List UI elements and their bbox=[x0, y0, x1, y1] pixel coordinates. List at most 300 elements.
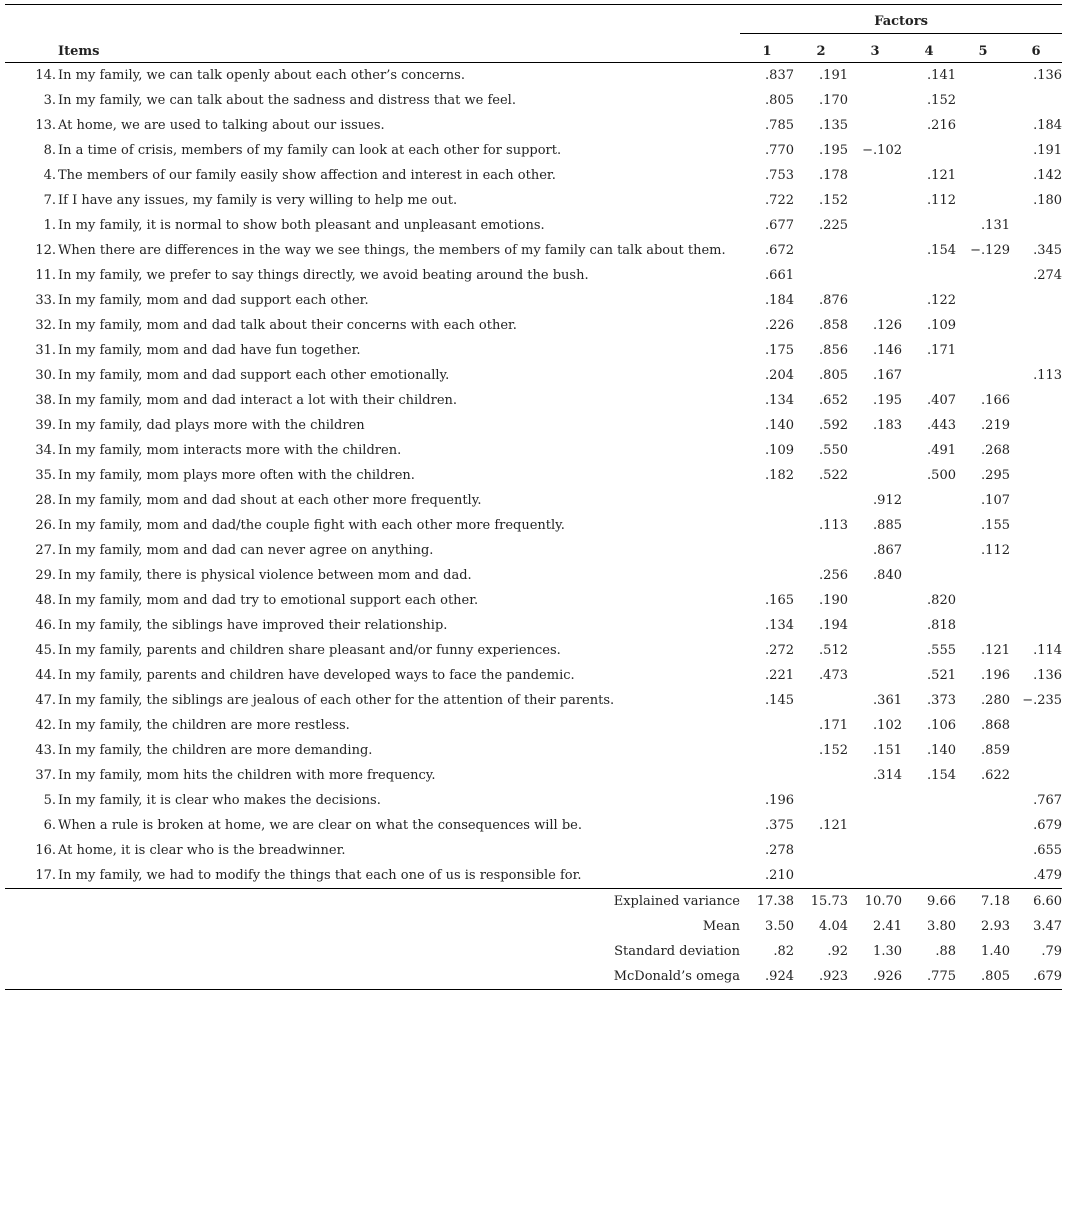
item-number: 11. bbox=[35, 268, 56, 283]
loading-factor-6 bbox=[1010, 538, 1062, 563]
loading-factor-2: .195 bbox=[819, 143, 848, 158]
loading-factor-1: .196 bbox=[765, 793, 794, 808]
loading-factor-6: .142 bbox=[1033, 168, 1063, 183]
loading-factor-3: .314 bbox=[873, 768, 902, 783]
loading-factor-3 bbox=[848, 863, 902, 889]
item-number: 3. bbox=[43, 93, 56, 108]
factor-header-4: 4 bbox=[902, 33, 956, 63]
loading-factor-2: .592 bbox=[819, 418, 848, 433]
summary-label: Mean bbox=[702, 919, 740, 934]
table-row bbox=[5, 738, 1062, 763]
loading-factor-6: .274 bbox=[1033, 268, 1063, 283]
loading-factor-6: .191 bbox=[1033, 143, 1063, 158]
loading-factor-1 bbox=[740, 763, 794, 788]
loading-factor-3: .167 bbox=[873, 368, 902, 383]
loading-factor-6 bbox=[1010, 463, 1062, 488]
loading-factor-2 bbox=[794, 488, 848, 513]
loading-factor-3 bbox=[848, 263, 902, 288]
loading-factor-5 bbox=[956, 563, 1010, 588]
table-row bbox=[5, 538, 1062, 563]
loading-factor-4 bbox=[902, 513, 956, 538]
item-number: 6. bbox=[43, 818, 56, 833]
item-number: 27. bbox=[35, 543, 56, 558]
loading-factor-1: .722 bbox=[765, 193, 794, 208]
loading-factor-6: .184 bbox=[1033, 118, 1063, 133]
loading-factor-5 bbox=[956, 188, 1010, 213]
item-text: In my family, the siblings have improved their relationship. bbox=[58, 618, 448, 633]
summary-value-factor-1: .82 bbox=[773, 944, 794, 959]
item-text: In my family, mom hits the children with more frequency. bbox=[58, 768, 436, 783]
loading-factor-4 bbox=[902, 488, 956, 513]
loading-factor-3: .183 bbox=[873, 418, 902, 433]
loading-factor-3: .885 bbox=[873, 518, 902, 533]
item-text: In my family, mom plays more often with the children. bbox=[58, 468, 415, 483]
item-number: 44. bbox=[35, 668, 56, 683]
loading-factor-4: .154 bbox=[927, 243, 956, 258]
loading-factor-2 bbox=[794, 763, 848, 788]
loading-factor-6 bbox=[1010, 713, 1062, 738]
loading-factor-1 bbox=[740, 513, 794, 538]
table-row bbox=[5, 138, 1062, 163]
summary-row bbox=[5, 964, 1062, 990]
loading-factor-6 bbox=[1010, 563, 1062, 588]
item-number: 33. bbox=[35, 293, 56, 308]
loading-factor-1: .770 bbox=[765, 143, 794, 158]
factors-heading: Factors bbox=[740, 4, 1062, 33]
loading-factor-1: .785 bbox=[765, 118, 794, 133]
item-text: In my family, it is normal to show both pleasant and unpleasant emotions. bbox=[58, 218, 545, 233]
loading-factor-2: .652 bbox=[819, 393, 848, 408]
table-row bbox=[5, 238, 1062, 263]
loading-factor-5: .196 bbox=[981, 668, 1010, 683]
items-heading: Items bbox=[56, 33, 740, 63]
loading-factor-3 bbox=[848, 788, 902, 813]
loading-factor-4: .122 bbox=[927, 293, 956, 308]
loading-factor-2 bbox=[794, 688, 848, 713]
item-text: If I have any issues, my family is very willing to help me out. bbox=[58, 193, 458, 208]
item-text: In my family, mom and dad talk about their concerns with each other. bbox=[58, 318, 517, 333]
summary-row bbox=[5, 889, 1062, 914]
loading-factor-1 bbox=[740, 563, 794, 588]
table-row bbox=[5, 363, 1062, 388]
loading-factor-2: .178 bbox=[819, 168, 848, 183]
loading-factor-2: .121 bbox=[819, 818, 848, 833]
loading-factor-2: .522 bbox=[819, 468, 848, 483]
loading-factor-1: .677 bbox=[765, 218, 794, 233]
item-text: In my family, we prefer to say things directly, we avoid beating around the bush. bbox=[58, 268, 589, 283]
loading-factor-3 bbox=[848, 288, 902, 313]
loading-factor-6 bbox=[1010, 438, 1062, 463]
item-text: In a time of crisis, members of my family can look at each other for support. bbox=[58, 143, 562, 158]
loading-factor-3 bbox=[848, 63, 902, 88]
loading-factor-5 bbox=[956, 313, 1010, 338]
item-text: In my family, we had to modify the things that each one of us is responsible for. bbox=[56, 863, 740, 889]
loading-factor-6 bbox=[1010, 513, 1062, 538]
loading-factor-2: .856 bbox=[819, 343, 848, 358]
loading-factor-4 bbox=[902, 563, 956, 588]
loading-factor-1: .134 bbox=[765, 618, 794, 633]
table-row bbox=[5, 863, 1062, 889]
loading-factor-5 bbox=[956, 813, 1010, 838]
table-row bbox=[5, 213, 1062, 238]
summary-value-factor-3: 2.41 bbox=[873, 919, 902, 934]
loading-factor-1: .837 bbox=[765, 68, 794, 83]
loading-factor-2: .473 bbox=[819, 668, 848, 683]
loading-factor-2 bbox=[794, 788, 848, 813]
loading-factor-4: .818 bbox=[927, 618, 956, 633]
item-number: 37. bbox=[35, 768, 56, 783]
item-text: In my family, mom and dad have fun together. bbox=[58, 343, 361, 358]
item-number: 45. bbox=[35, 643, 56, 658]
summary-value-factor-3: .926 bbox=[848, 964, 902, 990]
table-row bbox=[5, 413, 1062, 438]
summary-value-factor-2: .92 bbox=[827, 944, 848, 959]
loading-factor-4: .121 bbox=[927, 168, 956, 183]
header-row-columns bbox=[5, 33, 1062, 63]
loading-factor-4: .141 bbox=[927, 68, 956, 83]
loading-factor-4 bbox=[902, 863, 956, 889]
item-text: In my family, the children are more demanding. bbox=[58, 743, 373, 758]
loading-factor-6 bbox=[1010, 613, 1062, 638]
item-text: In my family, it is clear who makes the decisions. bbox=[58, 793, 381, 808]
item-number: 47. bbox=[35, 693, 56, 708]
summary-value-factor-6: .79 bbox=[1041, 944, 1063, 959]
loading-factor-5 bbox=[956, 788, 1010, 813]
summary-value-factor-2: .923 bbox=[794, 964, 848, 990]
loading-factor-6 bbox=[1010, 588, 1062, 613]
table-row bbox=[5, 563, 1062, 588]
loading-factor-2: .876 bbox=[819, 293, 848, 308]
loading-factor-3: .126 bbox=[873, 318, 902, 333]
item-number: 34. bbox=[35, 443, 56, 458]
loading-factor-3 bbox=[848, 238, 902, 263]
table-row bbox=[5, 488, 1062, 513]
table-footer bbox=[5, 889, 1062, 990]
loading-factor-1: .226 bbox=[765, 318, 794, 333]
loading-factor-2 bbox=[794, 838, 848, 863]
loading-factor-5: .859 bbox=[981, 743, 1010, 758]
table-row bbox=[5, 188, 1062, 213]
item-number: 35. bbox=[35, 468, 56, 483]
loading-factor-6: .113 bbox=[1033, 368, 1063, 383]
table-row bbox=[5, 613, 1062, 638]
table-row bbox=[5, 313, 1062, 338]
loading-factor-1: .165 bbox=[765, 593, 794, 608]
loading-factor-4: .112 bbox=[927, 193, 956, 208]
loading-factor-4: .109 bbox=[927, 318, 956, 333]
loading-factor-2: .152 bbox=[819, 193, 848, 208]
loading-factor-4: .820 bbox=[927, 593, 956, 608]
summary-value-factor-5: 2.93 bbox=[981, 919, 1010, 934]
loading-factor-3: .840 bbox=[873, 568, 902, 583]
loading-factor-1: .204 bbox=[765, 368, 794, 383]
summary-row bbox=[5, 939, 1062, 964]
item-number: 17. bbox=[5, 863, 56, 889]
loading-factor-3 bbox=[848, 613, 902, 638]
loading-factor-1: .661 bbox=[765, 268, 794, 283]
loading-factor-1: .109 bbox=[765, 443, 794, 458]
loading-factor-5: .107 bbox=[981, 493, 1010, 508]
item-number: 30. bbox=[35, 368, 56, 383]
loading-factor-4 bbox=[902, 363, 956, 388]
summary-value-factor-5: 7.18 bbox=[981, 894, 1010, 909]
loading-factor-2: .858 bbox=[819, 318, 848, 333]
loading-factor-4: .500 bbox=[927, 468, 956, 483]
loading-factor-4 bbox=[902, 213, 956, 238]
loading-factor-1: .210 bbox=[740, 863, 794, 889]
item-number: 7. bbox=[43, 193, 56, 208]
loading-factor-5: .622 bbox=[981, 768, 1010, 783]
table-row bbox=[5, 663, 1062, 688]
table-row bbox=[5, 838, 1062, 863]
loading-factor-6 bbox=[1010, 88, 1062, 113]
loading-factor-1: .753 bbox=[765, 168, 794, 183]
loading-factor-4 bbox=[902, 788, 956, 813]
table-row bbox=[5, 263, 1062, 288]
loading-factor-3: .151 bbox=[873, 743, 902, 758]
item-number: 32. bbox=[35, 318, 56, 333]
loading-factor-4 bbox=[902, 138, 956, 163]
loading-factor-1: .272 bbox=[765, 643, 794, 658]
table-row bbox=[5, 338, 1062, 363]
loading-factor-6 bbox=[1010, 288, 1062, 313]
factor-header-3: 3 bbox=[848, 33, 902, 63]
table-row bbox=[5, 63, 1062, 88]
loading-factor-4 bbox=[902, 263, 956, 288]
item-text: In my family, mom interacts more with the children. bbox=[58, 443, 402, 458]
loading-factor-2: .550 bbox=[819, 443, 848, 458]
summary-label: McDonald’s omega bbox=[56, 964, 740, 990]
loading-factor-1: .184 bbox=[765, 293, 794, 308]
loading-factor-5: .268 bbox=[981, 443, 1010, 458]
item-number: 26. bbox=[35, 518, 56, 533]
loading-factor-6 bbox=[1010, 213, 1062, 238]
table-row bbox=[5, 88, 1062, 113]
summary-value-factor-1: 17.38 bbox=[756, 894, 794, 909]
loading-factor-1: .221 bbox=[765, 668, 794, 683]
loading-factor-6 bbox=[1010, 338, 1062, 363]
table-row bbox=[5, 713, 1062, 738]
loading-factor-1: .805 bbox=[765, 93, 794, 108]
loading-factor-3 bbox=[848, 113, 902, 138]
loading-factor-6: .345 bbox=[1033, 243, 1063, 258]
table-row bbox=[5, 788, 1062, 813]
loading-factor-5 bbox=[956, 863, 1010, 889]
loading-factor-1 bbox=[740, 713, 794, 738]
loading-factor-5: −.129 bbox=[970, 243, 1010, 258]
factor-loadings-table bbox=[5, 4, 1062, 990]
item-number: 42. bbox=[35, 718, 56, 733]
loading-factor-5 bbox=[956, 588, 1010, 613]
item-number: 39. bbox=[35, 418, 56, 433]
item-number: 43. bbox=[35, 743, 56, 758]
factor-header-2: 2 bbox=[794, 33, 848, 63]
loading-factor-2: .135 bbox=[819, 118, 848, 133]
item-text: In my family, we can talk about the sadness and distress that we feel. bbox=[58, 93, 516, 108]
loading-factor-3 bbox=[848, 188, 902, 213]
loading-factor-1: .134 bbox=[765, 393, 794, 408]
loading-factor-4: .555 bbox=[927, 643, 956, 658]
loading-factor-2: .194 bbox=[819, 618, 848, 633]
loading-factor-5: .121 bbox=[981, 643, 1010, 658]
item-text: At home, we are used to talking about our issues. bbox=[58, 118, 385, 133]
item-text: In my family, mom and dad try to emotional support each other. bbox=[58, 593, 479, 608]
loading-factor-2: .152 bbox=[819, 743, 848, 758]
loading-factor-5 bbox=[956, 338, 1010, 363]
loading-factor-2 bbox=[794, 238, 848, 263]
loading-factor-5: .219 bbox=[981, 418, 1010, 433]
summary-value-factor-1: .924 bbox=[740, 964, 794, 990]
loading-factor-4 bbox=[902, 813, 956, 838]
loading-factor-6: .136 bbox=[1033, 68, 1063, 83]
summary-value-factor-6: 3.47 bbox=[1033, 919, 1063, 934]
loading-factor-1 bbox=[740, 538, 794, 563]
table-row bbox=[5, 688, 1062, 713]
item-number: 48. bbox=[35, 593, 56, 608]
loading-factor-1: .140 bbox=[765, 418, 794, 433]
summary-value-factor-4: .88 bbox=[935, 944, 956, 959]
item-text: In my family, mom and dad can never agree on anything. bbox=[58, 543, 434, 558]
loading-factor-3: .146 bbox=[873, 343, 902, 358]
loading-factor-3 bbox=[848, 463, 902, 488]
loading-factor-2: .256 bbox=[819, 568, 848, 583]
loading-factor-6 bbox=[1010, 413, 1062, 438]
loading-factor-5 bbox=[956, 163, 1010, 188]
loading-factor-4: .152 bbox=[927, 93, 956, 108]
table-row bbox=[5, 813, 1062, 838]
loading-factor-2: .190 bbox=[819, 593, 848, 608]
loading-factor-5 bbox=[956, 63, 1010, 88]
item-text: In my family, there is physical violence between mom and dad. bbox=[58, 568, 472, 583]
item-text: In my family, mom and dad support each other emotionally. bbox=[58, 368, 450, 383]
item-number: 13. bbox=[35, 118, 56, 133]
item-number: 38. bbox=[35, 393, 56, 408]
summary-value-factor-3: 10.70 bbox=[864, 894, 902, 909]
loading-factor-2 bbox=[794, 538, 848, 563]
loading-factor-4: .106 bbox=[927, 718, 956, 733]
item-text: In my family, mom and dad support each other. bbox=[58, 293, 369, 308]
loading-factor-4: .491 bbox=[927, 443, 956, 458]
loading-factor-5 bbox=[956, 363, 1010, 388]
item-text: In my family, the siblings are jealous of each other for the attention of their parents. bbox=[58, 693, 615, 708]
loading-factor-3: .195 bbox=[873, 393, 902, 408]
loading-factor-6 bbox=[1010, 388, 1062, 413]
item-number: 28. bbox=[35, 493, 56, 508]
item-number: 29. bbox=[35, 568, 56, 583]
summary-value-factor-4: 3.80 bbox=[927, 919, 956, 934]
loading-factor-5: .112 bbox=[981, 543, 1010, 558]
item-text: The members of our family easily show affection and interest in each other. bbox=[58, 168, 556, 183]
table-row bbox=[5, 388, 1062, 413]
item-number: 4. bbox=[43, 168, 56, 183]
loading-factor-4: .373 bbox=[927, 693, 956, 708]
item-text: In my family, mom and dad shout at each other more frequently. bbox=[58, 493, 482, 508]
summary-label: Standard deviation bbox=[614, 944, 740, 959]
table-row bbox=[5, 513, 1062, 538]
loading-factor-5: .155 bbox=[981, 518, 1010, 533]
item-text: In my family, parents and children share pleasant and/or funny experiences. bbox=[58, 643, 561, 658]
loading-factor-3: .361 bbox=[873, 693, 902, 708]
loading-factor-4: .216 bbox=[927, 118, 956, 133]
summary-row bbox=[5, 914, 1062, 939]
loading-factor-5 bbox=[956, 88, 1010, 113]
item-number: 5. bbox=[43, 793, 56, 808]
loading-factor-1 bbox=[740, 488, 794, 513]
loading-factor-2 bbox=[794, 263, 848, 288]
loading-factor-6: .767 bbox=[1033, 793, 1063, 808]
factor-header-6: 6 bbox=[1010, 33, 1062, 63]
loading-factor-1: .145 bbox=[765, 693, 794, 708]
loading-factor-6 bbox=[1010, 763, 1062, 788]
table-row bbox=[5, 638, 1062, 663]
loading-factor-4: .140 bbox=[927, 743, 956, 758]
loading-factor-2: .113 bbox=[819, 518, 848, 533]
loading-factor-3 bbox=[848, 638, 902, 663]
summary-value-factor-5: 1.40 bbox=[981, 944, 1010, 959]
loading-factor-1: .175 bbox=[765, 343, 794, 358]
loading-factor-2: .171 bbox=[819, 718, 848, 733]
item-number: 14. bbox=[35, 68, 56, 83]
loading-factor-5: .131 bbox=[981, 218, 1010, 233]
summary-value-factor-2: 15.73 bbox=[810, 894, 848, 909]
loading-factor-4: .443 bbox=[927, 418, 956, 433]
table-row bbox=[5, 113, 1062, 138]
loading-factor-5: .868 bbox=[981, 718, 1010, 733]
summary-value-factor-6: .679 bbox=[1010, 964, 1062, 990]
item-number: 46. bbox=[35, 618, 56, 633]
table-row bbox=[5, 588, 1062, 613]
table-row bbox=[5, 163, 1062, 188]
header-row-factors bbox=[5, 4, 1062, 33]
loading-factor-5: .280 bbox=[981, 693, 1010, 708]
item-text: In my family, we can talk openly about each other’s concerns. bbox=[58, 68, 465, 83]
loading-factor-1: .278 bbox=[765, 843, 794, 858]
loading-factor-3 bbox=[848, 588, 902, 613]
summary-value-factor-5: .805 bbox=[956, 964, 1010, 990]
loading-factor-3: .912 bbox=[873, 493, 902, 508]
item-number: 1. bbox=[43, 218, 56, 233]
loading-factor-2: .191 bbox=[819, 68, 848, 83]
loading-factor-6: .679 bbox=[1033, 818, 1063, 833]
loading-factor-5 bbox=[956, 263, 1010, 288]
loading-factor-3 bbox=[848, 163, 902, 188]
summary-value-factor-3: 1.30 bbox=[873, 944, 902, 959]
loading-factor-2 bbox=[794, 863, 848, 889]
loading-factor-3: .102 bbox=[873, 718, 902, 733]
summary-label: Explained variance bbox=[613, 894, 740, 909]
item-number: 12. bbox=[35, 243, 56, 258]
loading-factor-5: .166 bbox=[981, 393, 1010, 408]
loading-factor-4: .171 bbox=[927, 343, 956, 358]
loading-factor-6: .479 bbox=[1010, 863, 1062, 889]
loading-factor-3 bbox=[848, 838, 902, 863]
item-text: At home, it is clear who is the breadwinner. bbox=[58, 843, 346, 858]
loading-factor-2: .805 bbox=[819, 368, 848, 383]
item-number: 16. bbox=[35, 843, 56, 858]
loading-factor-2: .170 bbox=[819, 93, 848, 108]
loading-factor-3 bbox=[848, 438, 902, 463]
factor-header-1: 1 bbox=[740, 33, 794, 63]
item-number: 31. bbox=[35, 343, 56, 358]
item-text: In my family, mom and dad/the couple fight with each other more frequently. bbox=[58, 518, 565, 533]
loading-factor-6 bbox=[1010, 313, 1062, 338]
loading-factor-5: .295 bbox=[981, 468, 1010, 483]
loading-factor-4 bbox=[902, 538, 956, 563]
loading-factor-5 bbox=[956, 113, 1010, 138]
loading-factor-1 bbox=[740, 738, 794, 763]
loading-factor-3 bbox=[848, 213, 902, 238]
factor-header-5: 5 bbox=[956, 33, 1010, 63]
